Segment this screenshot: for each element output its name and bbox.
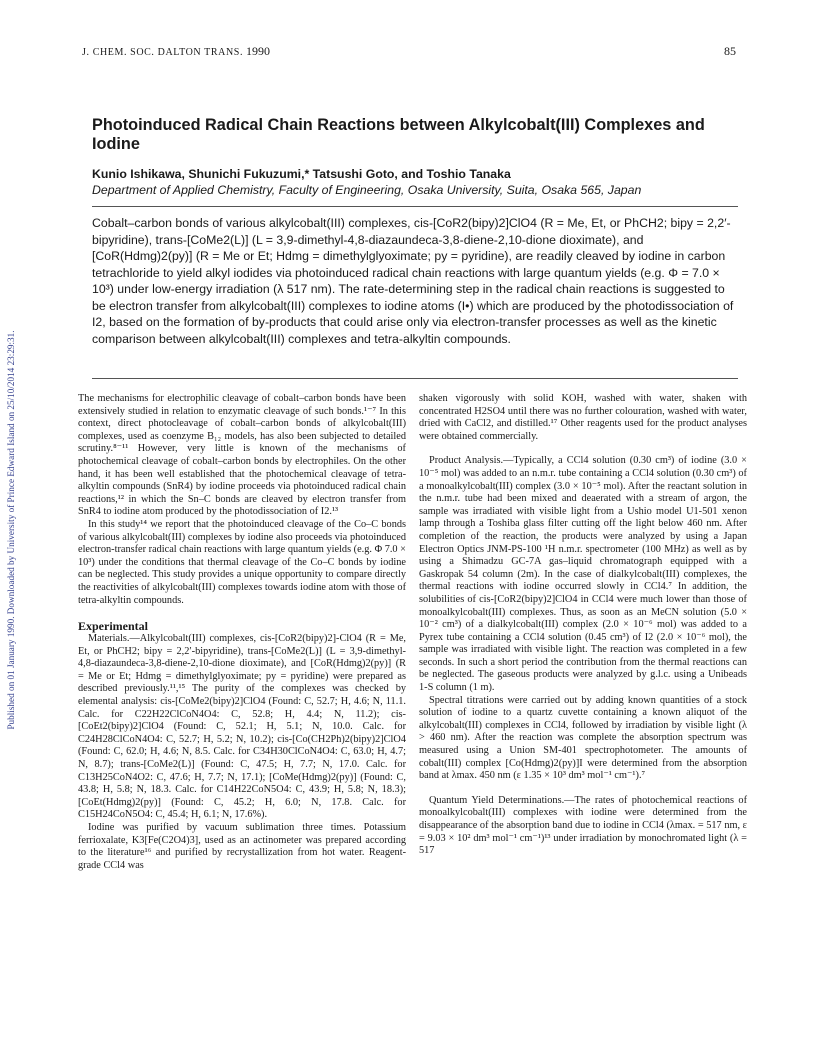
paragraph-gap (419, 783, 747, 795)
paragraph-gap (419, 443, 747, 455)
author-affiliation: Department of Applied Chemistry, Faculty of Engineering, Osaka University, Suita, Osaka 565, Japan (92, 183, 642, 197)
iodine-paragraph: Iodine was purified by vacuum sublimation three times. Potassium ferrioxalate, K3[Fe(C2O4)3], used as an actinometer was prepared according to the literature¹⁶ and purified by recrystallization from hot water. Reagent-grade CCl4 was (78, 822, 406, 871)
body-column-left (78, 393, 406, 872)
running-head (82, 44, 736, 59)
product-analysis-paragraph: Product Analysis.—Typically, a CCl4 solution (0.30 cm³) of iodine (3.0 × 10⁻⁵ mol) was added to an n.m.r. tube containing a CCl4 solution (0.30 cm³) of a monoalkylcobalt(III) complex (3.0 × 10⁻⁵ mol). After the reactant solution in the n.m.r. tube had been mixed and deaerated with a stream of argon, the sample was irradiated with visible light from a Ushio model U1-501 xenon lamp through a Toshiba glass filter cutting off the light below 460 nm. After completion of the reaction, the products were analyzed by using a Japan Electron Optics JNM-PS-100 ¹H n.m.r. spectrometer (100 MHz) as well as by using a Shimadzu GC-7A gas–liquid chromatograph equipped with a Gaskropak 54 column (2m). In the case of dialkylcobalt(III) complexes, the thermal reactions with iodine occurred slowly in CCl4.⁷ In addition, the solubilities of cis-[CoR2(bipy)2]ClO4 in CCl4 were much lower than those of monoalkylcobalt(III) complexes. Thus, as soon as an MeCN solution (5.0 × 10⁻² cm³) of a dialkylcobalt(III) complex (2.0 × 10⁻⁶ mol) was added to a Pyrex tube containing a CCl4 solution (0.45 cm³) of I2 (2.0 × 10⁻⁶ mol), the sample was irradiated with visible light. The reaction was completed in a few seconds. In such a short period the contribution from the thermal reactions can be neglected. The gaseous products were analyzed by g.l.c. using a Unibeads 1-S column (1 m). (419, 455, 747, 694)
abstract-text: Cobalt–carbon bonds of various alkylcobalt(III) complexes, cis-[CoR2(bipy)2]ClO4 (R = Me, Et, or PhCH2; bipy = 2,2′-bipyridine), trans-[CoMe2(L)] (L = 3,9-dimethyl-4,8-diazaundeca-3,8-diene-2,10-dione dioximate), and [CoR(Hdmg)2(py)] (R = Me or Et; Hdmg = dimethylglyoximate; py = pyridine), are readily cleaved by iodine in carbon tetrachloride to yield alkyl iodides via photoinduced radical chain reactions with large quantum yields (e.g. Φ = 7.0 × 10³) under low-energy irradiation (λ 517 nm). The rate-determining step in the radical chain reactions is suggested to be electron transfer from alkylcobalt(III) complexes to iodine atoms (I•) which are produced by the photodissociation of I2, based on the formation of by-products that could arise only via electron-transfer processes as well as the kinetic comparison between alkylcobalt(III) complexes and tetra-alkyltin compounds. (92, 216, 734, 346)
abstract (92, 215, 738, 347)
intro-paragraph: The mechanisms for electrophilic cleavage of cobalt–carbon bonds have been extensively studied in relation to enzymatic cleavage of such bonds.¹⁻⁷ In this context, direct photocleavage of cobalt–carbon bonds of alkylcobalt(III) complexes, used as coenzyme B₁₂ models, has also been subjected to detailed scrutiny.⁸⁻¹¹ However, very little is known of the mechanisms of photochemical cleavage of cobalt–carbon bonds by electrophiles. On the other hand, it has been well established that the photochemical cleavage of tetra-alkyltin compounds (SnR4) by iodine proceeds via photoinduced radical chain reactions,¹² in which the Sn–C bonds are cleaved by electron transfer from SnR4 to iodine atom produced by the photodissociation of I2.¹³ (78, 393, 406, 518)
publication-stamp-text: Published on 01 January 1990. Downloaded by University of Prince Edward Island on 25/10/2014 23:29:31. (6, 330, 16, 730)
author-list: Kunio Ishikawa, Shunichi Fukuzumi,* Tatsushi Goto, and Toshio Tanaka (92, 167, 511, 181)
spectral-titration-paragraph: Spectral titrations were carried out by adding known quantities of a stock solution of iodine to a quartz cuvette containing a known aliquot of the alkylcobalt(III) complexes in CCl4, followed by irradiation by visible light (λ > 460 nm). After the reaction was complete the absorption spectrum was measured using a Union SM-401 spectrophotometer. The amounts of cobalt(III) complex [Co(Hdmg)2(py)]I were determined from the absorption band at λmax. 450 nm (ε 1.35 × 10³ dm³ mol⁻¹ cm⁻¹).⁷ (419, 694, 747, 782)
page-number: 85 (724, 44, 736, 58)
quantum-yield-paragraph: Quantum Yield Determinations.—The rates of photochemical reactions of monoalkylcobalt(III) complexes with iodine were determined from the disappearance of the absorption band due to iodine in CCl4 (λmax. = 517 nm, ε = 9.03 × 10² dm³ mol⁻¹ cm⁻¹)¹³ under irradiation by monochromated light (λ = 517 (419, 794, 747, 857)
side-stamp (0, 120, 22, 940)
intro-paragraph: In this study¹⁴ we report that the photoinduced cleavage of the Co–C bonds of various alkylcobalt(III) complexes by iodine also proceeds via photoinduced electron-transfer radical chain reactions with large quantum yields (e.g. Φ 7.0 × 10³) under the conditions that thermal cleavage of the Co–C bonds by iodine can be neglected. This study provides a unique opportunity to compare directly the reactivities of alkylcobalt(III) complexes towards iodine atom with those of tetra-alkyltin compounds. (78, 518, 406, 606)
running-head-year: 1990 (246, 44, 271, 58)
abstract-bottom-rule (92, 378, 738, 379)
article-title: Photoinduced Radical Chain Reactions between Alkylcobalt(III) Complexes and Iodine (92, 116, 705, 153)
section-heading-experimental: Experimental (78, 619, 148, 634)
continued-paragraph: shaken vigorously with solid KOH, washed with water, shaken with concentrated H2SO4 until there was no further colouration, washed with water, dried with CaCl2, and distilled.¹⁷ Other reagents used for the product analyses were obtained commercially. (419, 393, 747, 442)
materials-paragraph: Materials.—Alkylcobalt(III) complexes, cis-[CoR2(bipy)2]-ClO4 (R = Me, Et, or PhCH2; bipy = 2,2′-bipyridine), trans-[CoMe2(L)] (L = 3,9-dimethyl-4,8-diazaundeca-3,8-diene-2,10-dione dioximate), and [CoR(Hdmg)2(py)] (R = Me or Et; Hdmg = dimethylglyoximate; py = pyridine) were prepared as described previously.¹¹,¹⁵ The purity of the complexes was checked by elemental analysis: cis-[CoMe2(bipy)2]ClO4 (Found: C, 52.7; H, 4.6; N, 11.1. Calc. for C22H22ClCoN4O4: C, 52.8; H, 4.4; N, 11.2); cis-[CoEt2(bipy)2]ClO4 (Found: C, 52.1; H, 5.1; N, 10.0. Calc. for C24H28ClCoN4O4: C, 52.7; H, 5.2; N, 10.2); cis-[Co(CH2Ph)2(bipy)2]ClO4 (Found: C, 62.0; H, 4.6; N, 8.5. Calc. for C34H30ClCoN4O4: C, 63.0; H, 4.7; N, 8.7); trans-[CoMe2(L)] (Found: C, 47.5; H, 7.7; N, 17.0. Calc. for C13H25CoN4O2: C, 47.6; H, 7.7; N, 17.1); [CoMe(Hdmg)2(py)] (Found: C, 43.8; H, 5.8; N, 18.3. Calc. for C14H22CoN5O4: C, 43.9; H, 5.8; N, 18.3); [CoEt(Hdmg)2(py)] (Found: C, 45.2; H, 6.0; N, 17.8. Calc. for C15H24CoN5O4: C, 45.4; H, 6.1; N, 17.6%). (78, 633, 406, 821)
running-head-journal: J. CHEM. SOC. DALTON TRANS. 1990 (82, 44, 271, 58)
body-column-right (419, 393, 747, 858)
abstract-top-rule (92, 206, 738, 207)
